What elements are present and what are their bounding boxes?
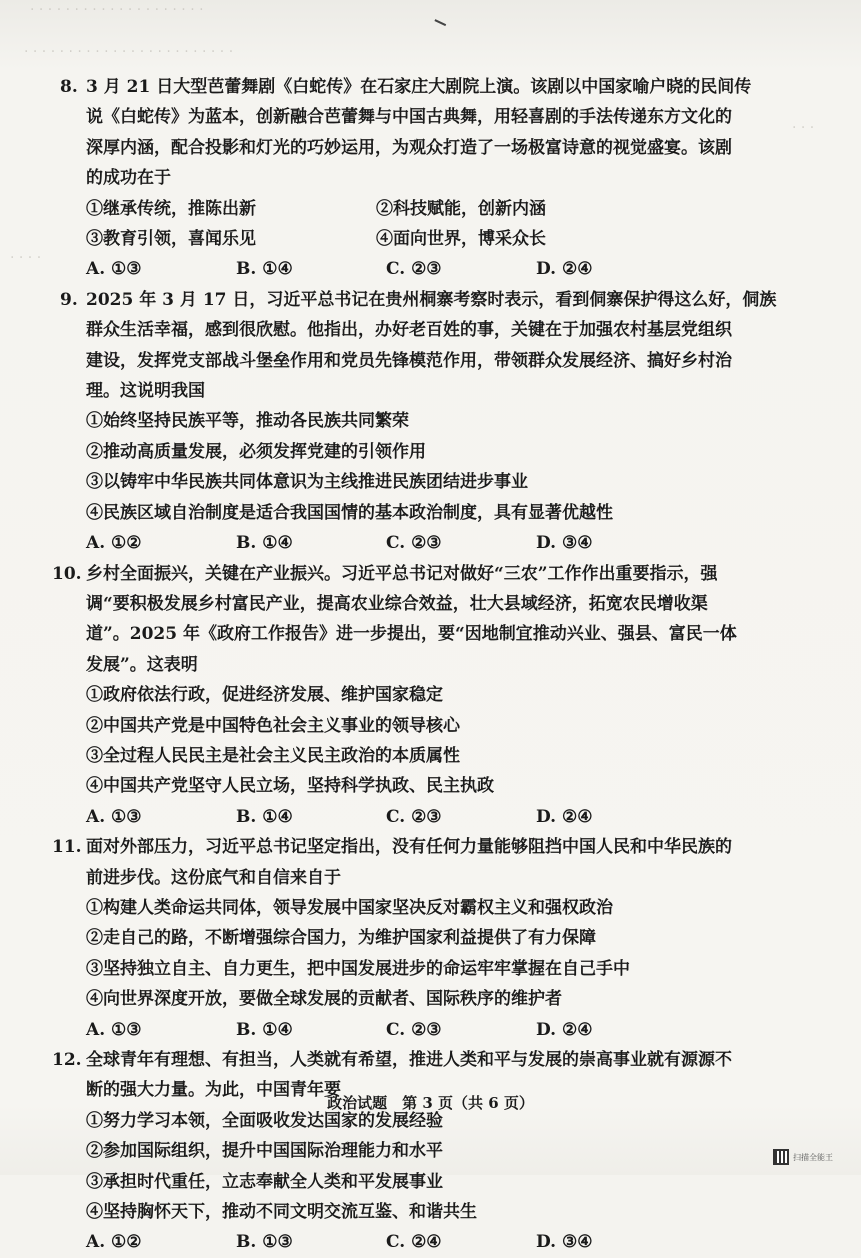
- statement-option: ④中国共产党坚守人民立场，坚持科学执政、民主执政: [86, 776, 494, 797]
- question-number: 9.: [60, 289, 78, 310]
- choice-c: C. ②③: [386, 1019, 442, 1040]
- statement-option: ④民族区域自治制度是适合我国国情的基本政治制度，具有显著优越性: [86, 502, 613, 523]
- choice-b: B. ①④: [236, 259, 293, 280]
- answer-choices: [86, 1227, 786, 1257]
- choice-c: C. ②④: [386, 1232, 442, 1253]
- choice-c: C. ②③: [386, 533, 442, 554]
- choice-b: B. ①④: [236, 1019, 293, 1040]
- choice-d: D. ②④: [536, 259, 593, 280]
- answer-choices: [86, 254, 786, 284]
- question-number: 12.: [52, 1050, 82, 1070]
- question-8: [60, 72, 786, 285]
- question-stem-line: 3 月 21 日大型芭蕾舞剧《白蛇传》在石家庄大剧院上演。该剧以中国家喻户晓的民间传: [86, 77, 752, 97]
- statement-option: ②科技赋能，创新内涵: [376, 198, 546, 219]
- choice-c: C. ②③: [386, 806, 442, 827]
- question-stem-line: 断的强大力量。为此，中国青年要: [86, 1080, 341, 1101]
- choice-a: A. ①③: [86, 259, 142, 280]
- question-stem-line: 建设，发挥党支部战斗堡垒作用和党员先锋模范作用，带领群众发展经济、搞好乡村治: [86, 350, 732, 371]
- question-9: [60, 285, 786, 559]
- question-number: 11.: [52, 837, 82, 858]
- choice-c: C. ②③: [386, 259, 442, 280]
- question-stem-line: 的成功在于: [86, 168, 171, 189]
- choice-a: A. ①②: [86, 533, 142, 554]
- answer-choices: [86, 802, 786, 832]
- question-11: [52, 832, 786, 1045]
- choice-b: B. ①④: [236, 533, 293, 554]
- question-stem-line: 面对外部压力，习近平总书记坚定指出，没有任何力量能够阻挡中国人民和中华民族的: [86, 837, 732, 858]
- scanner-watermark: [773, 1149, 833, 1165]
- question-stem-line: 深厚内涵，配合投影和灯光的巧妙运用，为观众打造了一场极富诗意的视觉盛宴。该剧: [86, 137, 732, 158]
- question-10: [52, 559, 786, 833]
- statement-option: ②参加国际组织，提升中国国际治理能力和水平: [86, 1141, 443, 1162]
- statement-option: ④向世界深度开放，要做全球发展的贡献者、国际秩序的维护者: [86, 989, 562, 1010]
- question-number: 8.: [60, 77, 78, 97]
- answer-choices: [86, 1015, 786, 1045]
- statement-option: ②走自己的路，不断增强综合国力，为维护国家利益提供了有力保障: [86, 928, 596, 949]
- question-number: 10.: [52, 563, 82, 584]
- question-stem-line: 说《白蛇传》为蓝本，创新融合芭蕾舞与中国古典舞，用轻喜剧的手法传递东方文化的: [86, 107, 732, 128]
- statement-option: ③教育引领，喜闻乐见: [86, 229, 256, 250]
- choice-d: D. ③④: [536, 533, 593, 554]
- question-12: [52, 1045, 786, 1258]
- statement-option: ①政府依法行政，促进经济发展、维护国家稳定: [86, 685, 443, 706]
- question-stem-line: 全球青年有理想、有担当，人类就有希望，推进人类和平与发展的崇高事业就有源源不: [86, 1050, 732, 1070]
- answer-choices: [86, 528, 786, 558]
- statement-option: ②推动高质量发展，必须发挥党建的引领作用: [86, 441, 426, 462]
- statement-option: ①始终坚持民族平等，推动各民族共同繁荣: [86, 411, 409, 432]
- pen-mark: [434, 12, 449, 26]
- statement-option: ④面向世界，博采众长: [376, 229, 546, 250]
- choice-b: B. ①④: [236, 806, 293, 827]
- choice-b: B. ①③: [236, 1232, 293, 1253]
- statement-option: ①努力学习本领，全面吸收发达国家的发展经验: [86, 1110, 443, 1131]
- statement-option: ①继承传统，推陈出新: [86, 198, 256, 219]
- question-stem-line: 群众生活幸福，感到很欣慰。他指出，办好老百姓的事，关键在于加强农村基层党组织: [86, 320, 732, 341]
- statement-option: ③承担时代重任，立志奉献全人类和平发展事业: [86, 1171, 443, 1192]
- choice-d: D. ③④: [536, 1232, 593, 1253]
- qr-code-icon: [773, 1149, 789, 1165]
- statement-option: ①构建人类命运共同体，领导发展中国家坚决反对霸权主义和强权政治: [86, 897, 613, 918]
- choice-d: D. ②④: [536, 806, 593, 827]
- statement-option: ②中国共产党是中国特色社会主义事业的领导核心: [86, 715, 460, 736]
- statement-option: ③坚持独立自主、自力更生，把中国发展进步的命运牢牢掌握在自己手中: [86, 958, 630, 979]
- question-stem-line: 2025 年 3 月 17 日，习近平总书记在贵州桐寨考察时表示，看到侗寨保护得这么好，侗族: [86, 289, 777, 310]
- statement-option: ④坚持胸怀天下，推动不同文明交流互鉴、和谐共生: [86, 1202, 477, 1223]
- choice-a: A. ①③: [86, 806, 142, 827]
- question-stem-line: 调“要积极发展乡村富民产业，提高农业综合效益，壮大县域经济，拓宽农民增收渠: [86, 593, 708, 614]
- question-list: [52, 72, 786, 1258]
- statement-option: ③以铸牢中华民族共同体意识为主线推进民族团结进步事业: [86, 472, 528, 493]
- page-footer: 政治试题 第 3 页（共 6 页）: [327, 1094, 534, 1112]
- question-stem-line: 前进步伐。这份底气和自信来自于: [86, 867, 341, 888]
- question-stem-line: 理。这说明我国: [86, 381, 205, 402]
- question-stem-line: 发展”。这表明: [86, 654, 198, 675]
- question-stem-line: 道”。2025 年《政府工作报告》进一步提出，要“因地制宜推动兴业、强县、富民一体: [86, 624, 737, 645]
- choice-a: A. ①③: [86, 1019, 142, 1040]
- exam-page: · · · · · · · · · · · · · · · · · · · · · · · · · · · · · · · · · · · · · · · · · · · · · · · · · · · 8. 3 月 21 日大型芭蕾舞剧《白蛇传》在石家庄大剧院上演。该剧以中国家喻户晓的民间传 说《白蛇传》为蓝本，创新融合芭蕾舞与中国古典舞，用轻喜剧的手法传递东方文化的 深厚内涵，配合投影和灯光的巧妙运用，为观众打造了一场极富诗意的视觉盛宴。该剧 的成功在于 ①继承传统，推陈出新 ②科技赋能，创新内涵 ③教育引领，喜闻乐见 ④面向世界，博采众长 A. ①③ B. ①④ C. ②③ D. ②④ 9. 2025 年 3 月 17 日，习近平总书记在贵州桐寨考察时表示，看到侗寨保护得这么好，侗族 群众生活幸福，感到很欣慰。他指出，办好老百姓的事，关键在于加强农村基层党组织 建设，发挥党支部战斗堡垒作用和党员先锋模范作用，带领群众发展经济、搞好乡村治 理。这说明我国 ①始终坚持民族平等，推动各民族共同繁荣 ②推动高质量发展，必须发挥党建的引领作用 ③以铸牢中华民族共同体意识为主线推进民族团结进步事业 ④民族区域自治制度是适合我国国情的基本政治制度，具有显著优越性 A. ①② B. ①④ C. ②③ D. ③④ 10. 乡村全面振兴，关键在产业振兴。习近平总书记对做好“三农”工作作出重要指示，强 调“要积极发展乡村富民产业，提高农业综合效益，壮大县域经济，拓宽农民增收渠 道”。2025 年《政府工作报告》进一步提出，要“因地制宜推动兴业、强县、富民一体 发展”。这表明 ①政府依法行政，促进经济发展、维护国家稳定 ②中国共产党是中国特色社会主义事业的领导核心 ③全过程人民民主是社会主义民主政治的本质属性 ④中国共产党坚守人民立场，坚持科学执政、民主执政 A. ①③ B. ①④ C. ②③ D. ②④ 11. 面对外部压力，习近平总书记坚定指出，没有任何力量能够阻挡中国人民和中华民族的 前进步伐。这份底气和自信来自于 ①构建人类命运共同体，领导发展中国家坚决反对霸权主义和强权政治 ②走自己的路，不断增强综合国力，为维护国家利益提供了有力保障 ③坚持独立自主、自力更生，把中国发展进步的命运牢牢掌握在自己手中 ④向世界深度开放，要做全球发展的贡献者、国际秩序的维护者 A. ①③ B. ①④ C. ②③ D. ②④ 12. 全球青年有理想、有担当，人类就有希望，推进人类和平与发展的崇高事业就有源源不 断的强大力量。为此，中国青年要 ①努力学习本领，全面吸收发达国家的发展经验 ②参加国际组织，提升中国国际治理能力和水平 ③承担时代重任，立志奉献全人类和平发展事业 ④坚持胸怀天下，推动不同文明交流互鉴、和谐共生 A. ①② B. ①③ C. ②④ D. ③④ 政治试题 第 3 页（共 6 页） 扫描全能王: [0, 0, 861, 1175]
- statement-option: ③全过程人民民主是社会主义民主政治的本质属性: [86, 745, 460, 766]
- choice-d: D. ②④: [536, 1019, 593, 1040]
- watermark-text: 扫描全能王: [793, 1152, 833, 1162]
- choice-a: A. ①②: [86, 1232, 142, 1253]
- question-stem-line: 乡村全面振兴，关键在产业振兴。习近平总书记对做好“三农”工作作出重要指示，强: [86, 563, 718, 584]
